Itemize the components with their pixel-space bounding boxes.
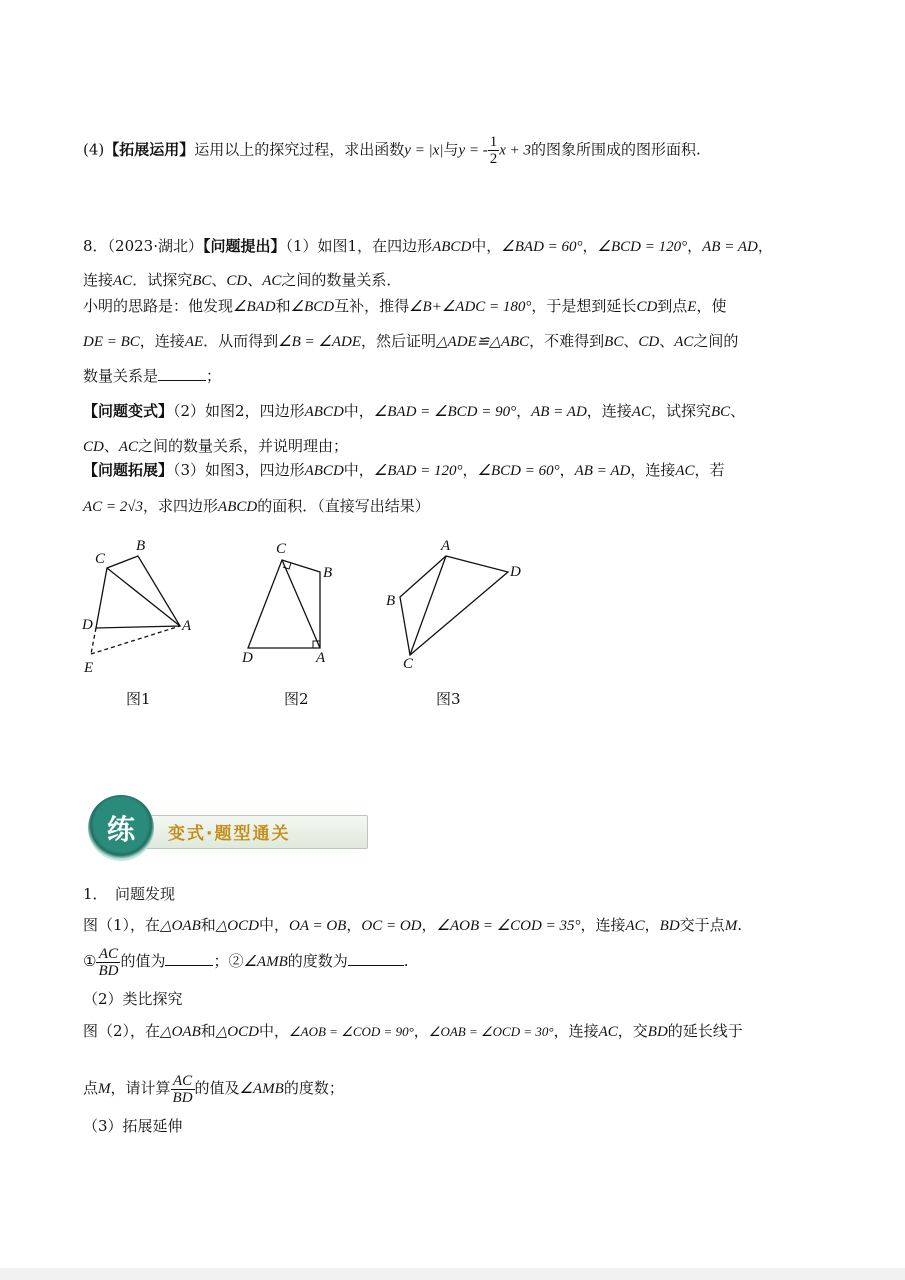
p1-line-7 bbox=[83, 1116, 183, 1136]
q4-fraction-den: 2 bbox=[489, 151, 498, 167]
fig3-label-d: D bbox=[510, 564, 521, 580]
p1-text: . bbox=[403, 952, 409, 970]
p1-fraction-2-den: BD bbox=[172, 1089, 193, 1106]
q8-math: AC = 2√3 bbox=[83, 499, 144, 515]
q8-text: 互补，推得 bbox=[334, 297, 410, 315]
fig3-quad bbox=[400, 556, 508, 655]
q8-math: ∠BCD = 120° bbox=[597, 239, 688, 255]
q8-math: AB = AD bbox=[574, 463, 631, 479]
p1-subheading: （2）类比探究 bbox=[83, 990, 183, 1008]
p1-line-2 bbox=[83, 915, 742, 936]
banner-title: 变式·题型通关 bbox=[168, 824, 291, 844]
q4-number: (4) bbox=[83, 140, 105, 159]
p1-math: △OAB bbox=[160, 918, 201, 934]
q8-text: 中， bbox=[343, 461, 374, 479]
q8-text: 、 bbox=[730, 402, 746, 420]
q8-math: CD bbox=[83, 439, 104, 455]
q4-equation-2-right: x + 3 bbox=[499, 142, 532, 159]
answer-blank-1[interactable] bbox=[165, 951, 213, 966]
p1-text: 交于点 bbox=[679, 916, 725, 934]
q8-text: ，连接 bbox=[630, 461, 676, 479]
q8-text: ．从而得到 bbox=[203, 332, 279, 350]
q8-math: BC bbox=[192, 273, 212, 289]
q8-text: ，于是想到延长 bbox=[531, 297, 637, 315]
fig1-label-d: D bbox=[82, 617, 93, 633]
q8-math: ABCD bbox=[304, 463, 344, 479]
q8-text: 之间的 bbox=[693, 332, 739, 350]
q8-math: ABCD bbox=[432, 239, 472, 255]
q8-math: CD bbox=[638, 334, 660, 350]
figure-1 bbox=[91, 556, 180, 654]
p1-text: 和 bbox=[200, 1022, 216, 1040]
q8-math: AB = AD bbox=[702, 239, 758, 255]
p1-text: ， bbox=[644, 916, 660, 934]
q8-math: AB = AD bbox=[531, 404, 587, 420]
p1-text: 的值为 bbox=[120, 952, 166, 970]
fig1-label-c: C bbox=[95, 551, 106, 567]
p1-text: ，请计算 bbox=[110, 1079, 171, 1097]
q8-text: ．试探究 bbox=[132, 271, 193, 289]
p1-math: BD bbox=[647, 1024, 668, 1040]
q8-text: 中， bbox=[343, 402, 374, 420]
p1-text: 的度数； bbox=[283, 1079, 344, 1097]
p1-math: ∠AMB bbox=[243, 954, 288, 970]
q8-text: 、 bbox=[103, 437, 119, 455]
p1-math: ∠AOB = ∠COD = 35° bbox=[436, 918, 581, 934]
p1-math: ∠AMB bbox=[239, 1081, 284, 1097]
q8-text: ，连接 bbox=[586, 402, 632, 420]
q8-math: AC bbox=[262, 273, 282, 289]
fig2-label-a: A bbox=[316, 650, 326, 666]
q8-math: ∠BAD = 60° bbox=[501, 239, 583, 255]
q8-math: AC bbox=[113, 273, 133, 289]
q8-math: ABCD bbox=[304, 404, 344, 420]
q8-text: ， bbox=[687, 237, 703, 255]
p1-line-1 bbox=[83, 884, 175, 904]
p1-math: AC bbox=[598, 1024, 618, 1040]
q8-text: ，连接 bbox=[139, 332, 185, 350]
p1-text: 中， bbox=[258, 1022, 289, 1040]
p1-math: BD bbox=[659, 918, 680, 934]
figure-3 bbox=[400, 556, 508, 655]
fig2-diagonal-ac bbox=[282, 560, 320, 648]
p1-fraction-2 bbox=[171, 1073, 195, 1106]
p1-text: 和 bbox=[200, 916, 216, 934]
p1-text: ， bbox=[421, 916, 437, 934]
p1-line-4 bbox=[83, 989, 183, 1009]
q8-header: 8．（2023·湖北） bbox=[83, 237, 203, 255]
p1-heading: 1． 问题发现 bbox=[83, 885, 176, 903]
q8-text: ， bbox=[516, 402, 532, 420]
q4-fraction-num: 1 bbox=[489, 134, 498, 150]
fig1-label-b: B bbox=[136, 538, 146, 554]
q8-math: CD bbox=[636, 299, 658, 315]
p1-line-3 bbox=[83, 943, 409, 980]
q8-tag-extension: 【问题拓展】 bbox=[83, 461, 174, 479]
q8-tag-variant: 【问题变式】 bbox=[83, 402, 174, 420]
p1-math: M bbox=[98, 1081, 111, 1097]
q8-tag-problem: 【问题提出】 bbox=[203, 237, 286, 255]
p1-math: △OCD bbox=[215, 918, 259, 934]
q8-math: ∠B+∠ADC = 180° bbox=[409, 299, 532, 315]
q8-text: ，若 bbox=[694, 461, 725, 479]
q8-text: ， bbox=[582, 237, 598, 255]
q8-text: ； bbox=[206, 367, 222, 385]
p1-math: M bbox=[724, 918, 738, 934]
fig2-label-c: C bbox=[276, 541, 287, 557]
q8-math: △ADE≌△ABC bbox=[436, 334, 530, 350]
q8-math: CD bbox=[226, 273, 248, 289]
q8-text: 、 bbox=[211, 271, 227, 289]
p1-math: OC = OD bbox=[361, 918, 422, 934]
fig3-label-a: A bbox=[441, 538, 451, 554]
q8-text: ， bbox=[757, 237, 773, 255]
p1-text: 的度数为 bbox=[287, 952, 348, 970]
q4-text: 运用以上的探究过程，求出函数 bbox=[194, 140, 405, 159]
q8-text: 、 bbox=[247, 271, 263, 289]
q8-text: 和 bbox=[275, 297, 291, 315]
page-bottom-bar bbox=[0, 1268, 905, 1280]
p1-text: 图（2），在 bbox=[83, 1022, 161, 1040]
fig3-label-c: C bbox=[403, 656, 414, 672]
p1-text: ， bbox=[413, 1022, 429, 1040]
p1-text: ；② bbox=[213, 952, 244, 970]
fig1-label-a: A bbox=[182, 618, 192, 634]
p1-circled-1: ① bbox=[83, 952, 97, 970]
p1-text: 点 bbox=[83, 1079, 99, 1097]
q4-equation-1: y = |x| bbox=[404, 142, 444, 159]
q8-text: ，使 bbox=[696, 297, 727, 315]
p1-text: 的延长线于 bbox=[667, 1022, 743, 1040]
p1-line-5 bbox=[83, 1021, 743, 1042]
q8-math: BC bbox=[604, 334, 624, 350]
q8-text: 的面积．（直接写出结果） bbox=[257, 497, 430, 515]
p1-line-6 bbox=[83, 1070, 344, 1107]
q4-text: 与 bbox=[443, 140, 459, 159]
q8-text: ，然后证明 bbox=[361, 332, 437, 350]
p1-text: ，连接 bbox=[580, 916, 626, 934]
q8-text: ，试探究 bbox=[650, 402, 711, 420]
p1-text: 图（1），在 bbox=[83, 916, 161, 934]
p1-text: . bbox=[737, 916, 742, 934]
q8-text: 之间的数量关系，并说明理由； bbox=[138, 437, 349, 455]
p1-fraction-2-num: AC bbox=[171, 1073, 195, 1090]
q8-text: （1）如图1，在四边形 bbox=[285, 237, 433, 255]
q8-text: ，不难得到 bbox=[529, 332, 605, 350]
q8-text: 小明的思路是：他发现 bbox=[83, 297, 234, 315]
p1-text: 中， bbox=[258, 916, 289, 934]
p1-math: AC bbox=[625, 918, 645, 934]
q8-math: ∠BCD bbox=[290, 299, 335, 315]
q8-math: BC bbox=[710, 404, 731, 420]
p1-fraction-1-den: BD bbox=[98, 962, 119, 979]
q8-math: DE = BC bbox=[83, 334, 140, 350]
q4-tag: 【拓展运用】 bbox=[104, 140, 195, 159]
p1-text: ，交 bbox=[617, 1022, 648, 1040]
q8-text: （3）如图3，四边形 bbox=[173, 461, 305, 479]
fig1-dashed-ea bbox=[91, 626, 180, 654]
q8-math: ∠BAD = 120° bbox=[373, 463, 463, 479]
fig1-label-e: E bbox=[84, 660, 94, 676]
q8-math: ABCD bbox=[218, 499, 258, 515]
q8-text: ， bbox=[462, 461, 478, 479]
p1-math: ∠OAB = ∠OCD = 30° bbox=[428, 1024, 554, 1039]
fig2-label-b: B bbox=[323, 565, 333, 581]
q8-math: AC bbox=[674, 334, 694, 350]
q8-text: 、 bbox=[659, 332, 675, 350]
q4-equation-2-left: y = - bbox=[458, 142, 488, 159]
q8-text: ，求四边形 bbox=[143, 497, 219, 515]
p1-text: ， bbox=[346, 916, 362, 934]
q8-math: AE bbox=[184, 334, 204, 350]
fig3-label-b: B bbox=[386, 593, 396, 609]
q8-text: 数量关系是 bbox=[83, 367, 159, 385]
q8-text: （2）如图2，四边形 bbox=[173, 402, 305, 420]
q8-math: AC bbox=[631, 404, 651, 420]
fig2-caption: 图2 bbox=[284, 690, 309, 708]
answer-blank-2[interactable] bbox=[348, 951, 404, 966]
q8-text: 、 bbox=[623, 332, 639, 350]
q4-text: 的图象所围成的图形面积. bbox=[531, 140, 701, 159]
p1-subheading: （3）拓展延伸 bbox=[83, 1117, 183, 1135]
q8-math: ∠BAD = ∠BCD = 90° bbox=[373, 404, 517, 420]
p1-fraction-1-num: AC bbox=[96, 946, 120, 963]
p1-math: △OAB bbox=[160, 1024, 201, 1040]
p1-text: 的值及 bbox=[194, 1079, 240, 1097]
q8-math: AC bbox=[675, 463, 695, 479]
q8-math: ∠BCD = 60° bbox=[477, 463, 560, 479]
q8-text: ， bbox=[559, 461, 575, 479]
p1-math: ∠AOB = ∠COD = 90° bbox=[289, 1024, 414, 1039]
q8-text: 连接 bbox=[83, 271, 114, 289]
fig3-caption: 图3 bbox=[436, 690, 461, 708]
q8-math: ∠BAD bbox=[233, 299, 276, 315]
q8-math: ∠B = ∠ADE bbox=[278, 334, 361, 350]
q8-math: AC bbox=[118, 439, 139, 455]
figure-2 bbox=[248, 560, 320, 648]
fig2-quad bbox=[248, 560, 320, 648]
section-banner bbox=[86, 795, 368, 867]
q8-math: E bbox=[687, 299, 697, 315]
p1-math: △OCD bbox=[215, 1024, 259, 1040]
q8-text: 到点 bbox=[657, 297, 688, 315]
fig1-diagonal-ac bbox=[107, 568, 180, 626]
p1-math: OA = OB bbox=[289, 918, 347, 934]
fig2-label-d: D bbox=[242, 650, 253, 666]
p1-text: ，连接 bbox=[553, 1022, 599, 1040]
q8-text: 中， bbox=[471, 237, 502, 255]
fig1-caption: 图1 bbox=[126, 690, 151, 708]
banner-badge-char: 练 bbox=[106, 813, 135, 846]
q8-text: 之间的数量关系． bbox=[281, 271, 402, 289]
p1-fraction-1 bbox=[96, 946, 120, 979]
